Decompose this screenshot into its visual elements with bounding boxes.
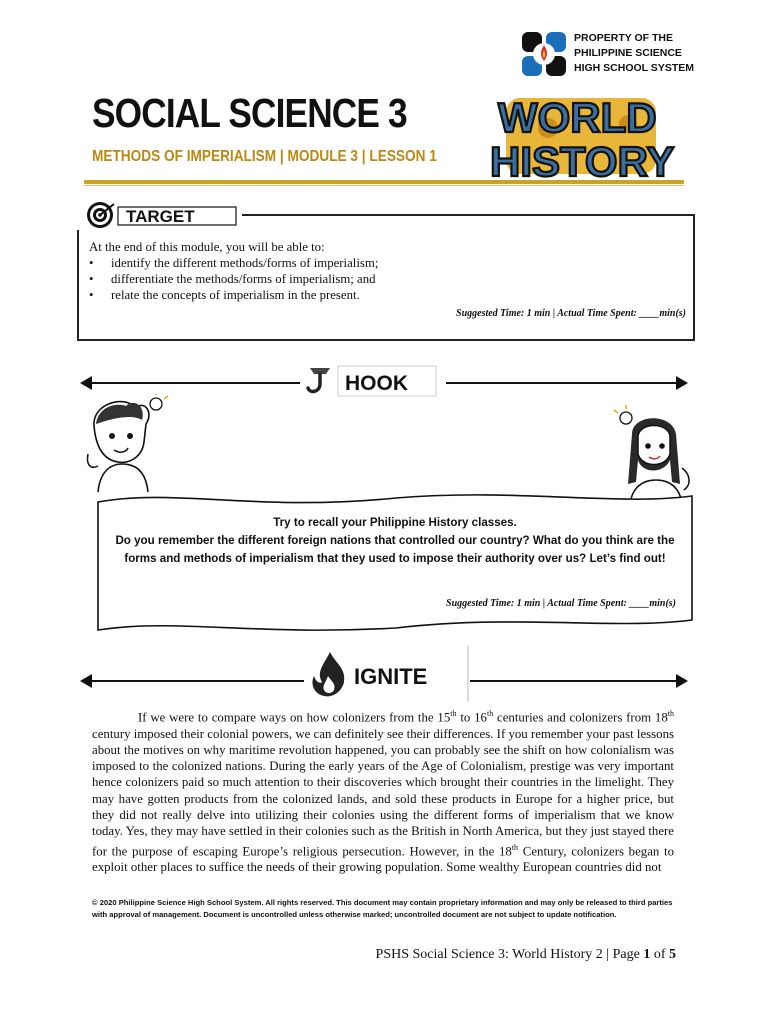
property-line-1: PROPERTY OF THE	[574, 32, 673, 44]
property-label	[574, 31, 694, 76]
hook-badge	[300, 362, 440, 402]
pshs-logo-icon	[520, 30, 568, 78]
ignite-arrow-left	[86, 680, 304, 682]
girl-thinking-illustration	[612, 404, 702, 504]
page-footer: PSHS Social Science 3: World History 2 | Page 1 of 5	[375, 947, 676, 962]
logo-word-history: HISTORY	[490, 138, 675, 183]
ignite-paragraph	[92, 706, 674, 876]
target-suggested-time: Suggested Time: 1 min | Actual Time Spent: ____min(s)	[456, 308, 686, 319]
world-history-logo	[488, 88, 693, 183]
page-title: SOCIAL SCIENCE 3	[92, 90, 407, 136]
objectives-list	[89, 256, 378, 303]
ignite-badge	[306, 646, 470, 702]
property-line-2: PHILIPPINE SCIENCE	[574, 47, 682, 59]
arrow-right-icon	[676, 674, 688, 688]
ignite-text: If we were to compare ways on how colonizers from the 15th to 16th centuries and colonizers from 18th century imposed their colonial powers, we can definitely see their differences. If you remember your past lessons about the motives on why maritime revolution happened, you can probably see the shift on how colonialism was imposed to the colonized nations. During the early years of the Age of Colonialism, prestige was very important hence colonizers paid so much attention to their discoveries which brought their countries in the limelight. They may have gotten products from the colonized lands, and sold these products in Europe for a higher price, but they did not really delve into utilizing their colonies using the different forms of imperialism that we know today. Yes, they may have settled in their colonies such as the British in North America, but they just stayed there for the purpose of escaping Europe’s religious persecution. However, in the 18th Century, colonizers began to exploit other places to suffice the needs of their growing population. Some wealthy European countries did not	[92, 709, 675, 875]
objective-item: • differentiate the methods/forms of imperialism; and	[89, 272, 378, 288]
page-number: 1	[643, 947, 651, 962]
page-subtitle: METHODS OF IMPERIALISM | MODULE 3 | LESSON 1	[92, 148, 437, 165]
hook-prompt	[98, 514, 692, 568]
boy-thinking-illustration	[84, 394, 174, 494]
property-line-3: HIGH SCHOOL SYSTEM	[574, 62, 694, 74]
lightbulb-icon	[614, 405, 632, 424]
arrow-left-icon	[80, 376, 92, 390]
logo-word-world: WORLD	[498, 94, 657, 141]
objective-item: • relate the concepts of imperialism in the present.	[89, 288, 378, 304]
hook-suggested-time: Suggested Time: 1 min | Actual Time Spent: ____min(s)	[446, 598, 676, 609]
ignite-heading: IGNITE	[354, 664, 428, 689]
lightbulb-icon	[150, 394, 168, 410]
hook-prompt-line1: Try to recall your Philippine History classes.	[273, 516, 517, 529]
target-heading: TARGET	[126, 207, 195, 226]
target-tag	[74, 200, 242, 230]
target-intro: At the end of this module, you will be able to:	[89, 240, 325, 254]
hook-arrow-right	[446, 382, 678, 384]
ignite-arrow-right	[468, 680, 678, 682]
hook-heading: HOOK	[345, 372, 408, 395]
arrow-right-icon	[676, 376, 688, 390]
objective-item: • identify the different methods/forms of imperialism;	[89, 256, 378, 272]
page-total: 5	[669, 947, 676, 962]
copyright-notice: © 2020 Philippine Science High School System. All rights reserved. This document may contain proprietary information and may only be released to third parties with approval of management. Document is uncontrolled unless otherwise marked; uncontrolled document are not subject to update notification.	[92, 898, 673, 920]
arrow-left-icon	[80, 674, 92, 688]
hook-arrow-left	[86, 382, 306, 384]
header-rule-thin	[84, 185, 684, 186]
hook-prompt-line2: Do you remember the different foreign nations that controlled our country? What do you think are the forms and methods of imperialism that they used to impose their authority over us? Let’s find out!	[115, 534, 675, 565]
